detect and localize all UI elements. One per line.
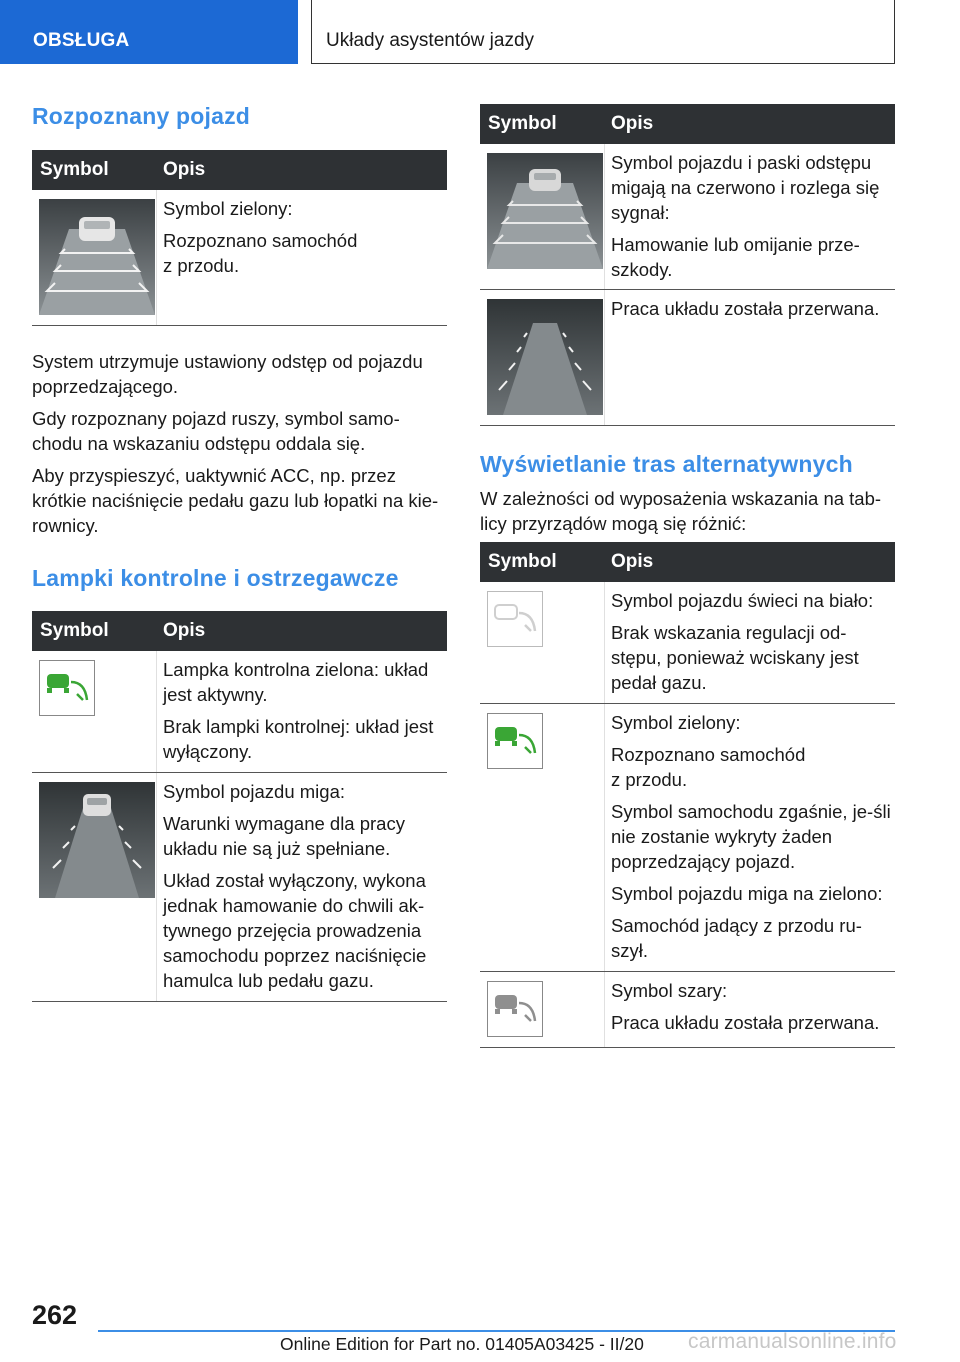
table-row: [480, 972, 895, 1048]
table-header: [32, 150, 447, 190]
acc-gray-icon: [487, 981, 543, 1037]
vehicle-flashing-road-icon: [39, 782, 155, 898]
paragraph: System utrzymuje ustawiony odstęp od pojazdu poprzedzającego.: [32, 351, 423, 397]
section-title-indicator-lamps: Lampki kontrolne i ostrzegawcze: [32, 565, 399, 591]
table-header: [32, 611, 447, 651]
description-line: Praca układu została przerwana.: [611, 1012, 880, 1033]
chapter-header: [311, 0, 895, 64]
watermark: carmanualsonline.info: [688, 1330, 897, 1353]
section-title-alternative-display: Wyświetlanie tras alternatywnych: [480, 451, 853, 477]
table-row: [480, 704, 895, 972]
description-line: Brak wskazania regulacji od-stępu, ponieważ wciskany jest pedał gazu.: [611, 622, 859, 693]
table-row: [32, 190, 447, 326]
description-line: Symbol samochodu zgaśnie, je-śli nie zostanie wykryty żaden poprzedzający pojazd.: [611, 801, 891, 872]
table-header-symbol: Symbol: [40, 620, 109, 641]
description-line: Brak lampki kontrolnej: układ jest wyłączony.: [163, 716, 434, 762]
chapter-title: Układy asystentów jazdy: [326, 30, 535, 51]
edition-text: Online Edition for Part no. 01405A03425 - II/20: [280, 1334, 644, 1354]
road-interrupted-icon: [487, 299, 603, 415]
table-header-symbol: Symbol: [488, 113, 557, 134]
acc-green-lamp-icon: [39, 660, 95, 716]
section-title-detected-vehicle: Rozpoznany pojazd: [32, 103, 251, 129]
description-line: Symbol pojazdu i paski odstępu migają na czerwono i rozlega się sygnał:: [611, 152, 880, 223]
table-header: [480, 542, 895, 582]
table-row: [480, 144, 895, 290]
description-line: Lampka kontrolna zielona: układ jest aktywny.: [163, 659, 429, 705]
table-header-description: Opis: [611, 113, 654, 134]
acc-white-icon: [487, 591, 543, 647]
table-header-description: Opis: [611, 551, 654, 572]
paragraph: Aby przyspieszyć, uaktywnić ACC, np. przez krótkie naciśnięcie pedału gazu lub łopatki na kie-rownicy.: [32, 465, 439, 536]
description-line: Rozpoznano samochód z przodu.: [611, 744, 806, 790]
section-tab: [0, 0, 298, 64]
description-line: Symbol pojazdu miga:: [163, 781, 346, 802]
table-row: [480, 582, 895, 704]
table-header-description: Opis: [163, 620, 206, 641]
description-line: Praca układu została przerwana.: [611, 298, 880, 319]
table-header-symbol: Symbol: [40, 159, 109, 180]
page-number: 262: [32, 1300, 78, 1330]
table-row: [32, 773, 447, 1002]
vehicle-distance-red-icon: [487, 153, 603, 269]
description-line: Warunki wymagane dla pracy układu nie są już spełniane.: [163, 813, 405, 859]
description-line: Symbol zielony:: [611, 712, 741, 733]
description-line: Symbol pojazdu miga na zielono:: [611, 883, 883, 904]
description-line: Samochód jadący z przodu ru-szył.: [611, 915, 862, 961]
table-row: [480, 290, 895, 426]
description-line: Układ został wyłączony, wykona jednak hamowanie do chwili ak-tywnego przejęcia prowadzenia samochodu poprzez naciśnięcie hamulca lub pedału gazu.: [163, 870, 427, 991]
paragraph: Gdy rozpoznany pojazd ruszy, symbol samo-chodu na wskazaniu odstępu oddala się.: [32, 408, 400, 454]
paragraph: W zależności od wyposażenia wskazania na tab-licy przyrządów mogą się różnić:: [480, 488, 882, 534]
section-tab-label: OBSŁUGA: [33, 30, 130, 51]
acc-green-icon: [487, 713, 543, 769]
description-line: Symbol zielony:: [163, 198, 293, 219]
detected-car-road-icon: [39, 199, 155, 315]
description-line: Hamowanie lub omijanie prze-szkody.: [611, 234, 860, 280]
table-row: [32, 651, 447, 773]
description-line: Rozpoznano samochód z przodu.: [163, 230, 358, 276]
description-line: Symbol pojazdu świeci na biało:: [611, 590, 874, 611]
description-line: Symbol szary:: [611, 980, 728, 1001]
table-header: [480, 104, 895, 144]
table-header-symbol: Symbol: [488, 551, 557, 572]
table-header-description: Opis: [163, 159, 206, 180]
